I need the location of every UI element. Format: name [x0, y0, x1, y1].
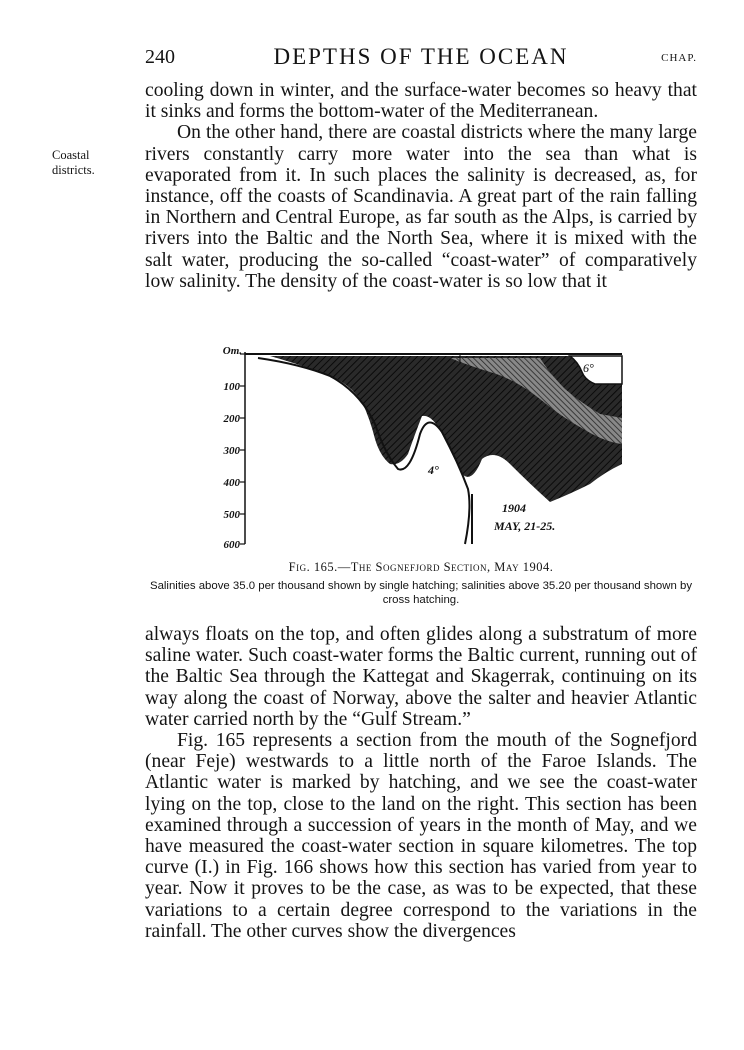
depth-label: 300 — [223, 445, 240, 457]
depth-label: 100 — [223, 381, 240, 393]
margin-note: Coastal districts. — [52, 148, 95, 177]
year-label: 1904 — [502, 501, 526, 515]
chapter-abbrev: CHAP. — [661, 52, 697, 64]
body-text-bottom — [145, 624, 697, 942]
running-title: DEPTHS OF THE OCEAN — [273, 44, 569, 69]
sognefjord-section-figure — [210, 344, 630, 556]
page-number: 240 — [145, 46, 175, 68]
body-text-top — [145, 80, 697, 292]
date-label: MAY, 21-25. — [494, 519, 556, 533]
temperature-label: 4° — [428, 463, 439, 477]
figure-caption — [145, 560, 697, 607]
depth-label: 200 — [223, 413, 240, 425]
caption-note: Salinities above 35.0 per thousand shown by single hatching; salinities above 35.20 per thousand shown by cross hatching. — [149, 580, 693, 606]
paragraph: always floats on the top, and often glides along a substratum of more saline water. Such coast-water forms the Baltic current, running out of the Baltic Sea through the Kattegat and Skagerrak, continuing on its way along the coast of Norway, above the salter and heavier Atlantic water carried north by the “Gulf Stream.” — [145, 624, 697, 730]
caption-title: Fig. 165.—The Sognefjord Section, May 1904. — [288, 560, 554, 574]
paragraph: Fig. 165 represents a section from the mouth of the Sognefjord (near Feje) westwards to a little north of the Faroe Islands. The Atlantic water is marked by hatching, and we see the coast-water lying on the top, close to the land on the right. This section has been examined through a succession of years in the month of May, and we have measured the coast-water section in square kilometres. The top curve (I.) in Fig. 166 shows how this section has varied from year to year. Now it proves to be the case, as was to be expected, that these variations to a certain degree correspond to the variations in the rainfall. The other curves show the divergences — [145, 730, 697, 942]
temperature-label: 6° — [583, 361, 594, 375]
paragraph: cooling down in winter, and the surface-water becomes so heavy that it sinks and forms the bottom-water of the Mediterranean. — [145, 80, 697, 123]
atlantic-water-region — [270, 356, 622, 502]
depth-label: Om. — [222, 345, 242, 357]
section-diagram — [210, 344, 630, 556]
depth-label: 400 — [223, 477, 240, 489]
running-header — [145, 44, 697, 74]
paragraph: On the other hand, there are coastal districts where the many large rivers constantly carry more water into the sea than what is evaporated from it. In such places the salinity is decreased, as, for instance, off the coasts of Scandinavia. A great part of the rain falling in Northern and Central Europe, as far south as the Alps, is carried by rivers into the Baltic and the North Sea, where it is mixed with the salt water, producing the so-called “coast-water” of comparatively low salinity. The density of the coast-water is so low that it — [145, 122, 697, 292]
depth-label: 500 — [223, 509, 240, 521]
depth-label: 600 — [223, 539, 240, 551]
